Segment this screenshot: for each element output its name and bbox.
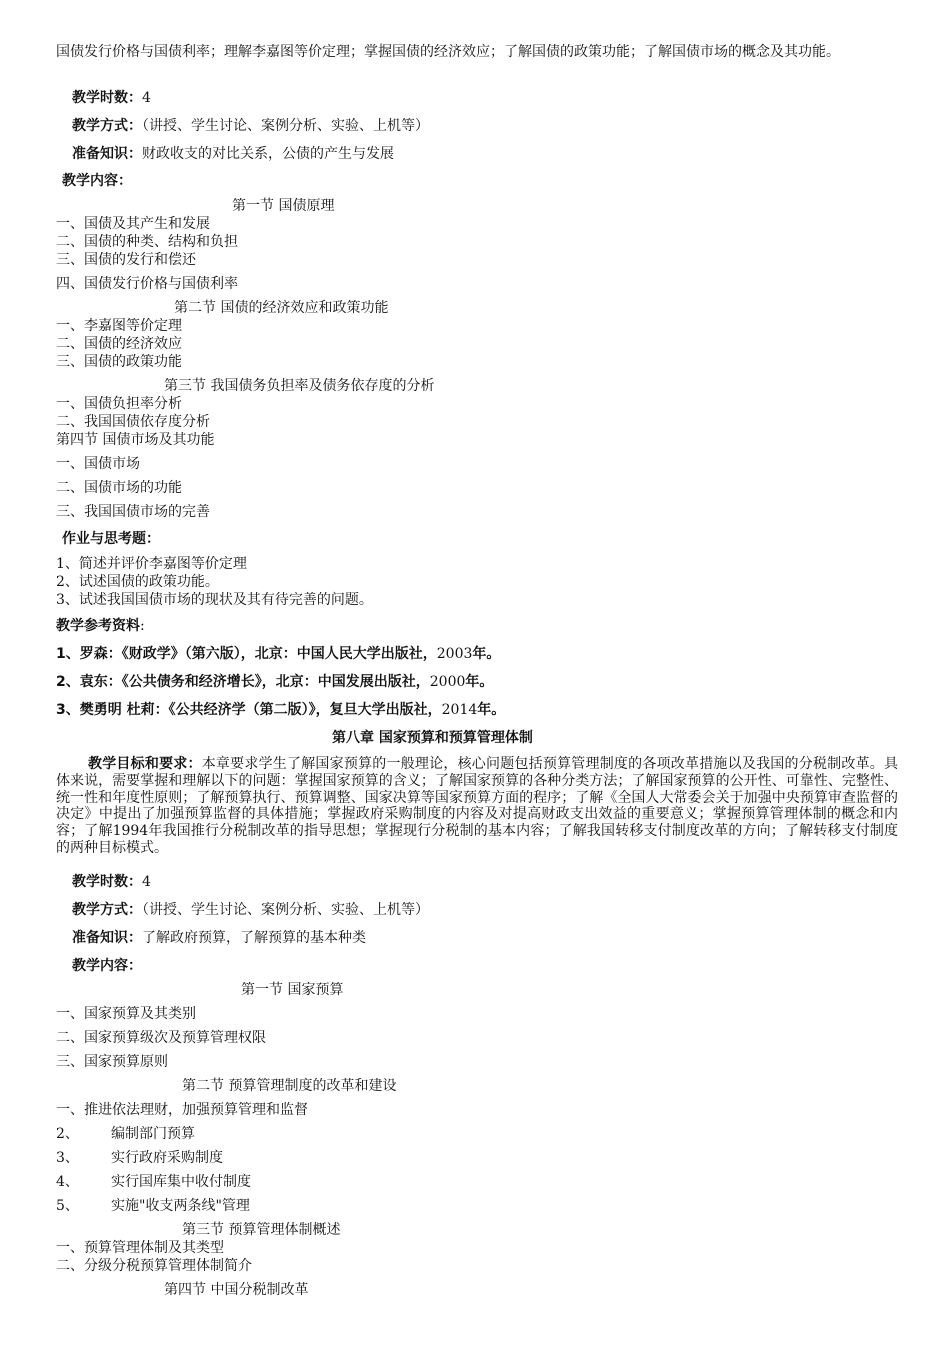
method-value: （讲授、学生讨论、案例分析、实验、上机等） xyxy=(142,902,429,918)
reference-item: 1、罗森：《财政学》（第六版），北京：中国人民大学出版社，2003年。 xyxy=(56,646,501,662)
ch7-section-4-title: 第四节 国债市场及其功能 xyxy=(56,432,215,448)
ch8-section-4-title: 第四节 中国分税制改革 xyxy=(164,1282,309,1298)
list-item: 3、试述我国国债市场的现状及其有待完善的问题。 xyxy=(56,592,373,608)
prep-label: 准备知识： xyxy=(72,930,142,946)
ch8-section-2-title: 第二节 预算管理制度的改革和建设 xyxy=(182,1078,397,1094)
list-item: 4、 xyxy=(56,1174,79,1190)
reference-item: 2、袁东：《公共债务和经济增长》，北京：中国发展出版社，2000年。 xyxy=(56,674,494,690)
list-item: 三、国债的发行和偿还 xyxy=(56,252,196,268)
goal-label: 教学目标和要求： xyxy=(88,756,202,772)
list-item: 1、简述并评价李嘉图等价定理 xyxy=(56,556,247,572)
hours-value: 4 xyxy=(142,874,151,890)
ch7-section-1-title: 第一节 国债原理 xyxy=(232,198,335,214)
ch7-method-line xyxy=(72,118,429,135)
list-item: 3、 xyxy=(56,1150,79,1166)
hours-label: 教学时数： xyxy=(72,90,142,106)
homework-label: 作业与思考题： xyxy=(62,531,160,547)
prep-value: 财政收支的对比关系，公债的产生与发展 xyxy=(142,146,394,162)
chapter-8-title: 第八章 国家预算和预算管理体制 xyxy=(332,730,533,746)
list-item: 一、推进依法理财，加强预算管理和监督 xyxy=(56,1102,308,1118)
list-item: 2、试述国债的政策功能。 xyxy=(56,574,219,590)
ch8-method-line xyxy=(72,902,429,919)
reference-item: 3、樊勇明 杜莉：《公共经济学（第二版）》，复旦大学出版社，2014年。 xyxy=(56,702,506,718)
list-item: 二、国债市场的功能 xyxy=(56,480,182,496)
ch8-goal-paragraph xyxy=(56,756,898,857)
ch7-prep-line xyxy=(72,146,394,163)
list-item: 一、预算管理体制及其类型 xyxy=(56,1240,224,1256)
prep-value: 了解政府预算，了解预算的基本种类 xyxy=(142,930,366,946)
references-heading: 教学参考资料: xyxy=(56,618,145,634)
ch8-prep-line xyxy=(72,930,366,947)
list-item: 四、国债发行价格与国债利率 xyxy=(56,276,238,292)
ch7-hours-line xyxy=(72,90,151,107)
references-label: 教学参考资料 xyxy=(56,618,140,634)
list-item: 三、国家预算原则 xyxy=(56,1054,168,1070)
list-item-text: 编制部门预算 xyxy=(111,1126,195,1142)
list-item: 二、分级分税预算管理体制简介 xyxy=(56,1258,252,1274)
method-label: 教学方式： xyxy=(72,118,142,134)
ch7-section-2-title: 第二节 国债的经济效应和政策功能 xyxy=(174,300,389,316)
list-item: 2、 xyxy=(56,1126,79,1142)
list-item-text: 实行政府采购制度 xyxy=(111,1150,223,1166)
method-value: （讲授、学生讨论、案例分析、实验、上机等） xyxy=(142,118,429,134)
list-item-text: 实施"收支两条线"管理 xyxy=(111,1198,250,1214)
ch7-section-3-title: 第三节 我国债务负担率及债务依存度的分析 xyxy=(164,378,435,394)
list-item: 一、国家预算及其类别 xyxy=(56,1006,196,1022)
method-label: 教学方式： xyxy=(72,902,142,918)
ch8-hours-line xyxy=(72,874,151,891)
list-item: 二、我国国债依存度分析 xyxy=(56,414,210,430)
list-item: 三、我国国债市场的完善 xyxy=(56,504,210,520)
goal-text: 本章要求学生了解国家预算的一般理论，核心问题包括预算管理制度的各项改革措施以及我国的分税制改革。具体来说，需要掌握和理解以下的问题：掌握国家预算的含义；了解国家预算的各种分类方法；了解国家预算的公开性、可靠性、完整性、统一性和年度性原则；了解预算执行、预算调整、国家决算等国家预算方面的程序；了解《全国人大常委会关于加强中央预算审查监督的决定》中提出了加强预算监督的具体措施；掌握政府采购制度的内容及对提高财政支出效益的重要意义；掌握预算管理体制的概念和内容；了解1994年我国推行分税制改革的指导思想；掌握现行分税制的基本内容；了解我国转移支付制度改革的方向；了解转移支付制度的两种目标模式。 xyxy=(56,756,899,856)
ch7-intro-paragraph: 国债发行价格与国债利率；理解李嘉图等价定理；掌握国债的经济效应；了解国债的政策功能；了解国债市场的概念及其功能。 xyxy=(56,44,840,60)
list-item: 5、 xyxy=(56,1198,79,1214)
ch7-content-label: 教学内容： xyxy=(62,173,132,189)
prep-label: 准备知识： xyxy=(72,146,142,162)
hours-value: 4 xyxy=(142,90,151,106)
list-item: 二、国债的经济效应 xyxy=(56,336,182,352)
list-item: 一、李嘉图等价定理 xyxy=(56,318,182,334)
ch8-content-label: 教学内容： xyxy=(72,958,142,974)
list-item: 二、国家预算级次及预算管理权限 xyxy=(56,1030,266,1046)
list-item: 三、国债的政策功能 xyxy=(56,354,182,370)
list-item: 一、国债及其产生和发展 xyxy=(56,216,210,232)
list-item-text: 实行国库集中收付制度 xyxy=(111,1174,251,1190)
hours-label: 教学时数： xyxy=(72,874,142,890)
ch8-section-3-title: 第三节 预算管理体制概述 xyxy=(182,1222,341,1238)
list-item: 一、国债市场 xyxy=(56,456,140,472)
list-item: 一、国债负担率分析 xyxy=(56,396,182,412)
ch8-section-1-title: 第一节 国家预算 xyxy=(241,982,344,998)
list-item: 二、国债的种类、结构和负担 xyxy=(56,234,238,250)
